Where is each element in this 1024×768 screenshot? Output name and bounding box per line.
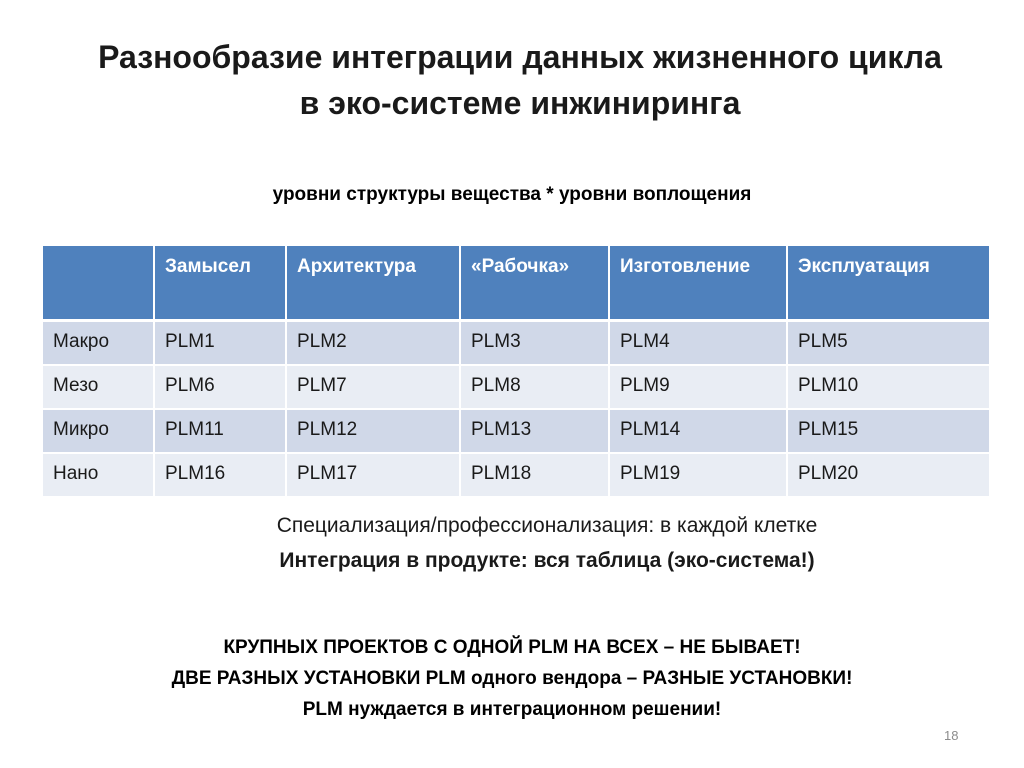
table-cell: PLM17 [285, 454, 459, 498]
table-cell: PLM16 [153, 454, 285, 498]
table-header-row [43, 246, 989, 322]
header-cell-rabochka: «Рабочка» [459, 246, 608, 322]
slide-subtitle: уровни структуры вещества * уровни воплощения [272, 184, 752, 205]
table-cell: PLM12 [285, 410, 459, 454]
table-cell: PLM1 [153, 322, 285, 366]
table-row [43, 410, 989, 454]
table-cell: PLM8 [459, 366, 608, 410]
slide-title-line-1: Разнообразие интеграции данных жизненного цикла [98, 39, 942, 75]
header-cell-izgotovlenie: Изготовление [608, 246, 786, 322]
plm-matrix-table [43, 246, 989, 498]
table-cell: PLM18 [459, 454, 608, 498]
table-row [43, 366, 989, 410]
table-cell: PLM11 [153, 410, 285, 454]
row-label-cell: Мезо [43, 366, 153, 410]
table-cell: PLM15 [786, 410, 989, 454]
header-cell-ekspluatatsiya: Эксплуатация [786, 246, 989, 322]
table-cell: PLM3 [459, 322, 608, 366]
header-cell-arkhitektura: Архитектура [285, 246, 459, 322]
row-label-cell: Микро [43, 410, 153, 454]
slide-title-line-2: в эко-системе инжиниринга [299, 85, 741, 121]
conclusion-line: ДВЕ РАЗНЫХ УСТАНОВКИ PLM одного вендора – РАЗНЫЕ УСТАНОВКИ! [171, 668, 853, 689]
table-cell: PLM7 [285, 366, 459, 410]
table-cell: PLM2 [285, 322, 459, 366]
specialization-note: Специализация/профессионализация: в каждой клетке [276, 514, 818, 537]
table-cell: PLM4 [608, 322, 786, 366]
table-cell: PLM19 [608, 454, 786, 498]
header-corner-cell [43, 246, 153, 322]
table-cell: PLM5 [786, 322, 989, 366]
conclusions-block [0, 632, 1024, 725]
conclusion-line: PLM нуждается в интеграционном решении! [302, 699, 722, 720]
table-cell: PLM6 [153, 366, 285, 410]
table-cell: PLM14 [608, 410, 786, 454]
slide-title [30, 34, 1010, 126]
conclusion-line: КРУПНЫХ ПРОЕКТОВ С ОДНОЙ PLM НА ВСЕХ – НЕ БЫВАЕТ! [223, 637, 801, 658]
table-cell: PLM13 [459, 410, 608, 454]
table-cell: PLM20 [786, 454, 989, 498]
header-cell-zamysel: Замысел [153, 246, 285, 322]
table-cell: PLM10 [786, 366, 989, 410]
table-row [43, 322, 989, 366]
table-cell: PLM9 [608, 366, 786, 410]
row-label-cell: Макро [43, 322, 153, 366]
integration-note: Интеграция в продукте: вся таблица (эко-система!) [279, 549, 815, 572]
row-label-cell: Нано [43, 454, 153, 498]
table-row [43, 454, 989, 498]
page-number: 18 [944, 728, 959, 743]
